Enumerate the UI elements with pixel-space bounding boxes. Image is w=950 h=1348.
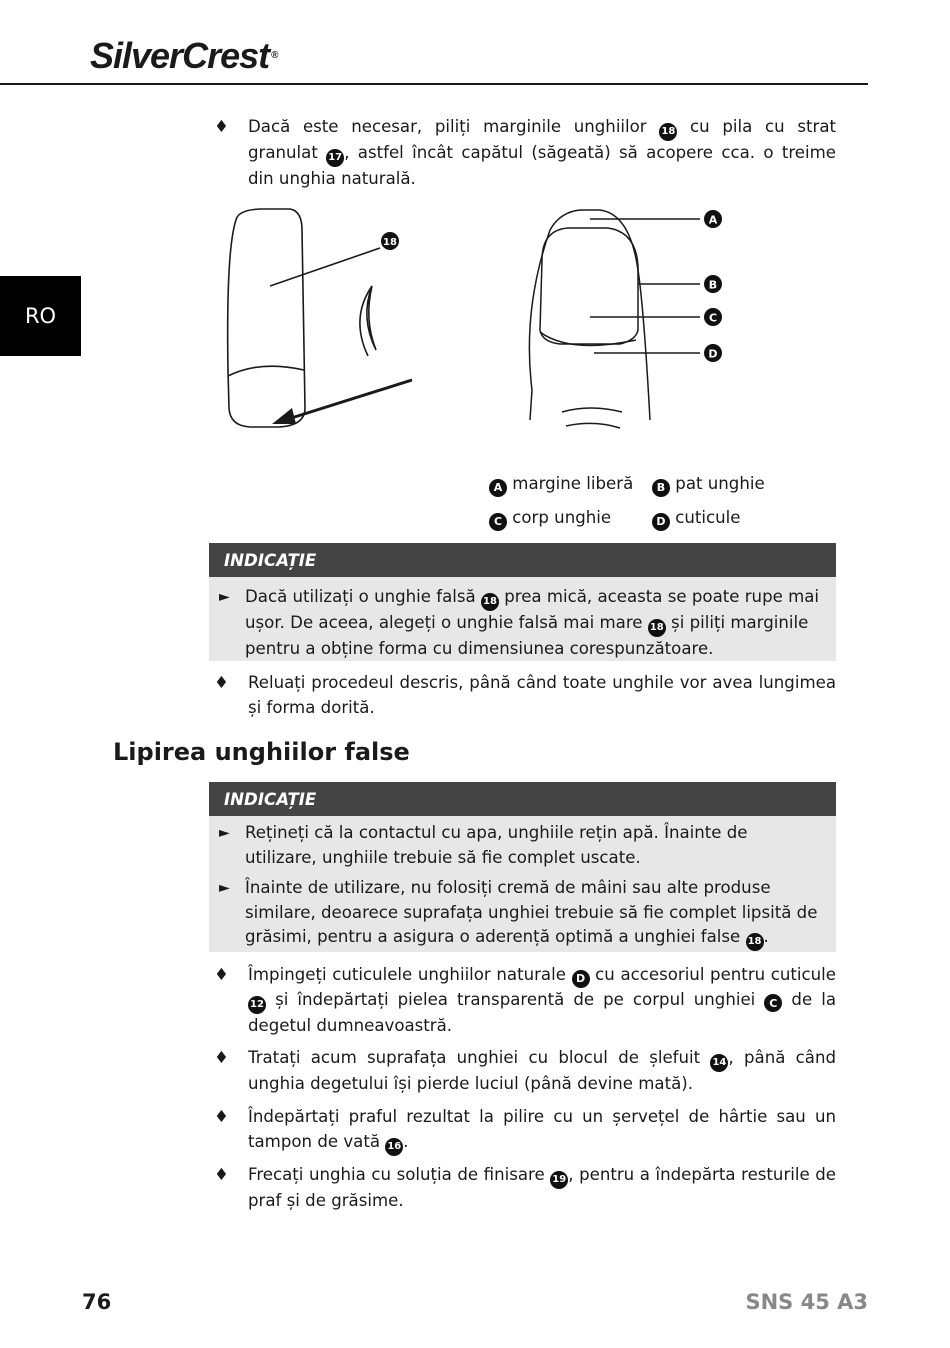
step-remove-dust (214, 1105, 836, 1156)
ref-badge: 19 (550, 1171, 568, 1189)
arrow-bullet-icon: ► (219, 880, 230, 896)
legend-badge: C (489, 513, 507, 531)
bullet-mark: ♦ (214, 1165, 229, 1184)
bullet-text: Dacă este necesar, piliți marginile unghiilor 18 cu pila cu strat granulat 17 , astfel încât capătul (săgeată) să acopere cca. o treime din unghia naturală. (248, 117, 837, 188)
ref-badge: 18 (659, 123, 677, 141)
note-heading: INDICAȚIE (209, 782, 836, 816)
bullet-mark: ♦ (214, 1048, 229, 1067)
section-title: Lipirea unghiilor false (113, 738, 410, 766)
bullet-text: Împingeți cuticulele unghiilor naturale D cu accesoriul pentru cuticule 12 și îndepărtați pielea transparentă de pe corpul unghiei C de la degetul dumneavoastră. (248, 965, 837, 1035)
ref-badge: 16 (385, 1138, 403, 1156)
header-rule (0, 83, 868, 85)
bullet-trim-edges (214, 115, 836, 192)
ref-badge: 12 (248, 996, 266, 1014)
legend-c (489, 507, 611, 531)
bullet-text: Reluați procedeul descris, până când toate unghile vor avea lungimea și forma dorită. (248, 673, 836, 717)
bullet-mark: ♦ (214, 965, 229, 984)
bullet-text: Îndepărtați praful rezultat la pilire cu un șervețel de hârtie sau un tampon de vată 16 . (248, 1105, 836, 1156)
bullet-repeat (214, 671, 836, 720)
callout-a-label: A (708, 213, 718, 227)
ref-badge: 17 (326, 149, 344, 167)
bullet-text: Frecați unghia cu soluția de finisare 19 , pentru a îndepărta resturile de praf și de grăsime. (248, 1165, 836, 1210)
callout-b (704, 275, 722, 293)
language-tab (0, 276, 81, 356)
bullet-mark: ♦ (214, 673, 229, 692)
note-heading: INDICAȚIE (209, 543, 836, 577)
ref-badge: 18 (648, 619, 666, 637)
bullet-mark: ♦ (214, 1107, 229, 1126)
ref-badge: 18 (746, 933, 764, 951)
legend-badge: B (652, 479, 670, 497)
legend-label: margine liberă (512, 474, 634, 493)
step-push-cuticles (214, 963, 836, 1038)
legend-badge: A (489, 479, 507, 497)
legend-a (489, 473, 633, 497)
step-buff-nail (214, 1046, 836, 1097)
legend-badge: D (652, 513, 670, 531)
registered-mark: ® (271, 50, 278, 61)
legend-b (652, 473, 765, 497)
ref-badge: D (572, 970, 590, 988)
arrow-bullet-icon: ► (219, 589, 230, 605)
step-finishing-solution (214, 1163, 836, 1214)
ref-badge: 14 (710, 1054, 728, 1072)
brand-name: SilverCrest (90, 35, 270, 76)
bullet-mark: ♦ (214, 117, 229, 136)
nail-diagram (210, 190, 730, 450)
callout-d (704, 344, 722, 362)
page-number: 76 (82, 1290, 112, 1314)
callout-c (704, 308, 722, 326)
callout-c-label: C (708, 311, 718, 325)
note-box-1 (209, 543, 836, 661)
language-code: RO (24, 304, 57, 328)
model-number: SNS 45 A3 (745, 1290, 868, 1314)
bullet-text: Tratați acum suprafața unghiei cu blocul de șlefuit 14 , până când unghia degetului își pierde luciul (până devine mată). (248, 1048, 836, 1093)
note-item: ► Înainte de utilizare, nu folosiți cremă de mâini sau alte produse similare, deoarece suprafața unghiei trebuie să fie complet lipsită de grăsimi, pentru a asigura o aderență optimă a unghiei false 18 . (209, 876, 836, 951)
ref-badge: C (764, 994, 782, 1012)
arrow-bullet-icon: ► (219, 825, 230, 841)
note-box-2 (209, 782, 836, 952)
callout-b-label: B (708, 278, 718, 292)
note-item: ► Dacă utilizați o unghie falsă 18 prea mică, aceasta se poate rupe mai ușor. De aceea, alegeți o unghie falsă mai mare 18 și piliți marginile pentru a obține forma cu dimensiunea corespunzătoare. (219, 587, 820, 658)
legend-label: pat unghie (675, 474, 765, 493)
brand-logo (90, 36, 277, 76)
legend-d (652, 507, 741, 531)
legend-label: corp unghie (512, 508, 612, 527)
callout-d-label: D (708, 347, 718, 361)
callout-18-label: 18 (383, 237, 397, 248)
callout-a (704, 210, 722, 228)
note-item: ► Rețineți că la contactul cu apa, unghiile rețin apă. Înainte de utilizare, unghiile trebuie să fie complet uscate. (219, 823, 748, 867)
callout-18 (381, 232, 399, 250)
legend-label: cuticule (675, 508, 741, 527)
ref-badge: 18 (481, 593, 499, 611)
finger-illustration (529, 210, 700, 428)
